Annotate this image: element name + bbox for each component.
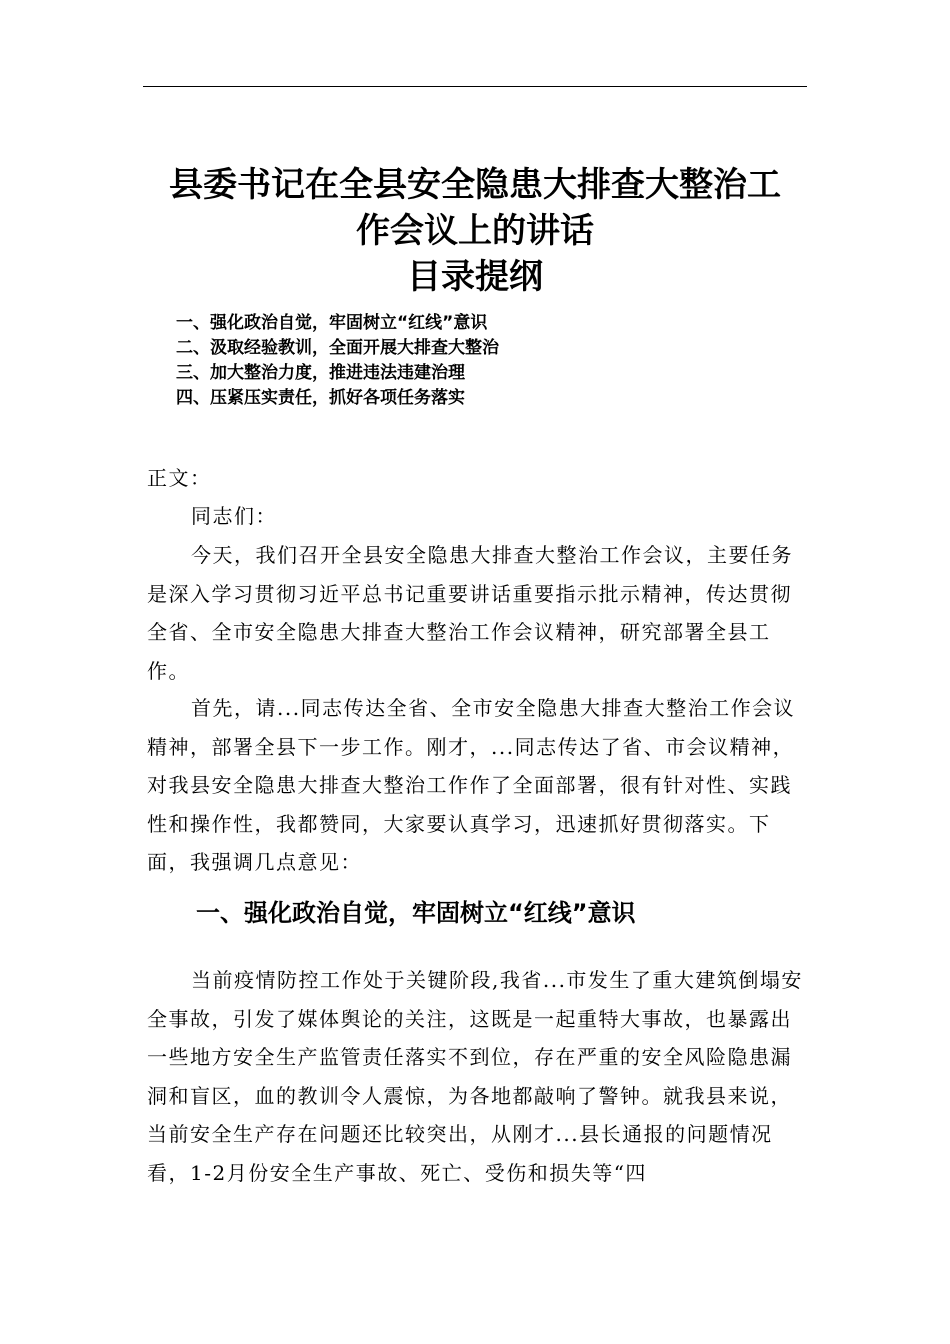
outline-list	[176, 311, 796, 411]
paragraph-3	[147, 961, 811, 1192]
section-1-heading: 一、强化政治自觉，牢固树立“红线”意识	[196, 899, 636, 927]
paragraph-2-text: 首先，请...同志传达全省、全市安全隐患大排查大整治工作会议精神，部署全县下一步工作。刚才，...同志传达了省、市会议精神，对我县安全隐患大排查大整治工作作了全面部署，很有针对性、实践性和操作性，我都赞同，大家要认真学习，迅速抓好贯彻落实。下面，我强调几点意见：	[147, 696, 796, 874]
paragraph-1	[147, 536, 811, 690]
paragraph-3-text: 当前疫情防控工作处于关键阶段,我省...市发生了重大建筑倒塌安全事故，引发了媒体舆论的关注，这既是一起重特大事故，也暴露出一些地方安全生产监管责任落实不到位，存在严重的安全风险隐患漏洞和盲区，血的教训令人震惊，为各地都敲响了警钟。就我县来说，当前安全生产存在问题还比较突出，从刚才...县长通报的问题情况看，1-2月份安全生产事故、死亡、受伤和损失等“四	[147, 968, 803, 1185]
outline-item-3: 三、加大整治力度，推进违法违建治理	[176, 363, 465, 383]
outline-heading: 目录提纲	[407, 257, 543, 297]
body-label: 正文：	[147, 466, 212, 490]
header-rule	[143, 86, 807, 87]
paragraph-2	[147, 689, 811, 882]
greeting: 同志们：	[191, 504, 277, 528]
title-line-2: 作会议上的讲话	[356, 211, 594, 251]
paragraph-1-text: 今天，我们召开全县安全隐患大排查大整治工作会议，主要任务是深入学习贯彻习近平总书记重要讲话重要指示批示精神，传达贯彻全省、全市安全隐患大排查大整治工作会议精神，研究部署全县工作。	[147, 543, 793, 683]
outline-item-2: 二、汲取经验教训，全面开展大排查大整治	[176, 338, 499, 358]
outline-item-4: 四、压紧压实责任，抓好各项任务落实	[176, 388, 465, 408]
title-line-1: 县委书记在全县安全隐患大排查大整治工	[169, 165, 781, 205]
outline-item-1: 一、强化政治自觉，牢固树立“红线”意识	[176, 313, 488, 333]
document-title	[143, 162, 807, 300]
